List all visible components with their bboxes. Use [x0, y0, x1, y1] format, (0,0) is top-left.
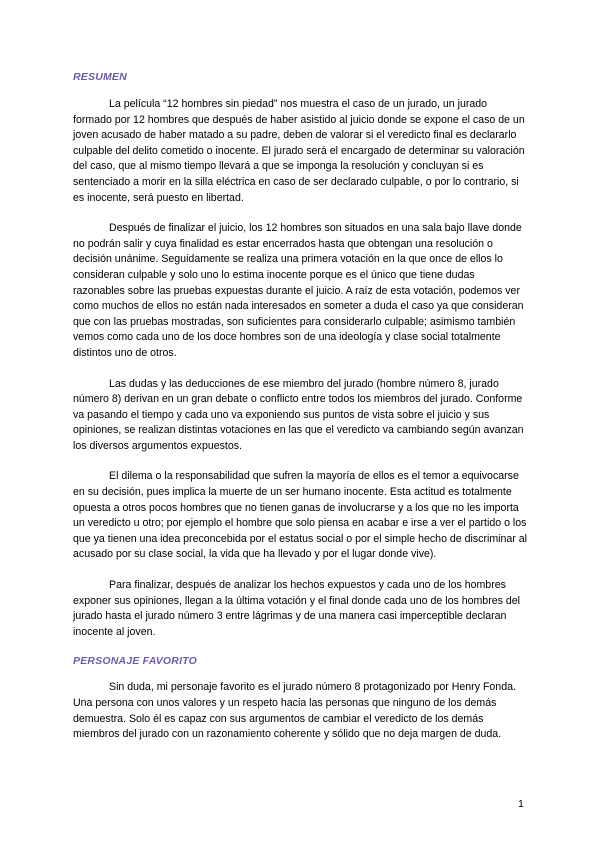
paragraph: La película “12 hombres sin piedad” nos muestra el caso de un jurado, un jurado formado por 12 hombres que después de haber asistido al juicio donde se expone el caso de un joven acusado de haber matado a su padre, deben de valorar si el veredicto final es declararlo culpable del delito cometido o inocente. El jurado será el encargado de determinar su valoración del caso, que al mismo tiempo llevará a que se imponga la resolución y concluyan si es sentenciado a morir en la silla eléctrica en caso de ser declarado culpable, o por lo contrario, si es inocente, será puesto en libertad.	[73, 98, 525, 204]
paragraph: El dilema o la responsabilidad que sufren la mayoría de ellos es el temor a equivocarse en su decisión, pues implica la muerte de un ser humano inocente. Esta actitud es totalmente opuesta a otros pocos hombres que no tienen ganas de involucrarse y a los que no les importa un veredicto u otro; por ejemplo el hombre que solo piensa en acabar e irse a ver el partido o los que ya tienen una idea preconcebida por el estatus social o por el simple hecho de discriminar al acusado por su clase social, la vida que ha llevado y por el lugar donde vive).	[73, 470, 528, 561]
paragraph: Después de finalizar el juicio, los 12 hombres son situados en una sala bajo llave donde no podrán salir y cuya finalidad es estar encerrados hasta que obtengan una resolución o decisión unánime. Seguidamente se realiza una primera votación en la que once de ellos lo consideran culpable y solo uno lo estima inocente porque es el único que tiene dudas razonables sobre las pruebas expuestas durante el juicio. A raíz de esta votación, podemos ver como muchos de ellos no están nada interesados en someter a duda el caso ya que consideran que con las pruebas mostradas, son suficientes para considerarlo culpable; asimismo también vemos como cada uno de los doce hombres son de una ideología y clase social totalmente distintos uno de otros.	[73, 222, 524, 359]
paragraph: Las dudas y las deducciones de ese miembro del jurado (hombre número 8, jurado número 8) derivan en un gran debate o conflicto entre todos los miembros del jurado. Conforme va pasando el tiempo y cada uno va exponiendo sus puntos de vista sobre el juicio y sus opiniones, se realizan distintas votaciones en las que el veredicto va cambiando según avanzan los diversos argumentos expuestos.	[73, 377, 524, 452]
page-number: 1	[518, 798, 524, 810]
section-heading-personaje-favorito: PERSONAJE FAVORITO	[73, 655, 197, 668]
paragraph: Sin duda, mi personaje favorito es el jurado número 8 protagonizado por Henry Fonda. Una persona con unos valores y un respeto hacia las personas que ninguno de los demás demuestra. Solo él es capaz con sus argumentos de cambiar el veredicto de los demás miembros del jurado con un razonamiento coherente y sólido que no deja margen de duda.	[73, 681, 516, 741]
document-page	[73, 70, 528, 743]
section-heading-resumen: RESUMEN	[73, 71, 127, 83]
paragraph: Para finalizar, después de analizar los hechos expuestos y cada uno de los hombres exponer sus opiniones, llegan a la última votación y el final donde cada uno de los hombres del jurado hasta el jurado número 3 entre lágrimas y de una manera casi imperceptible declaran inocente al joven.	[73, 579, 520, 638]
